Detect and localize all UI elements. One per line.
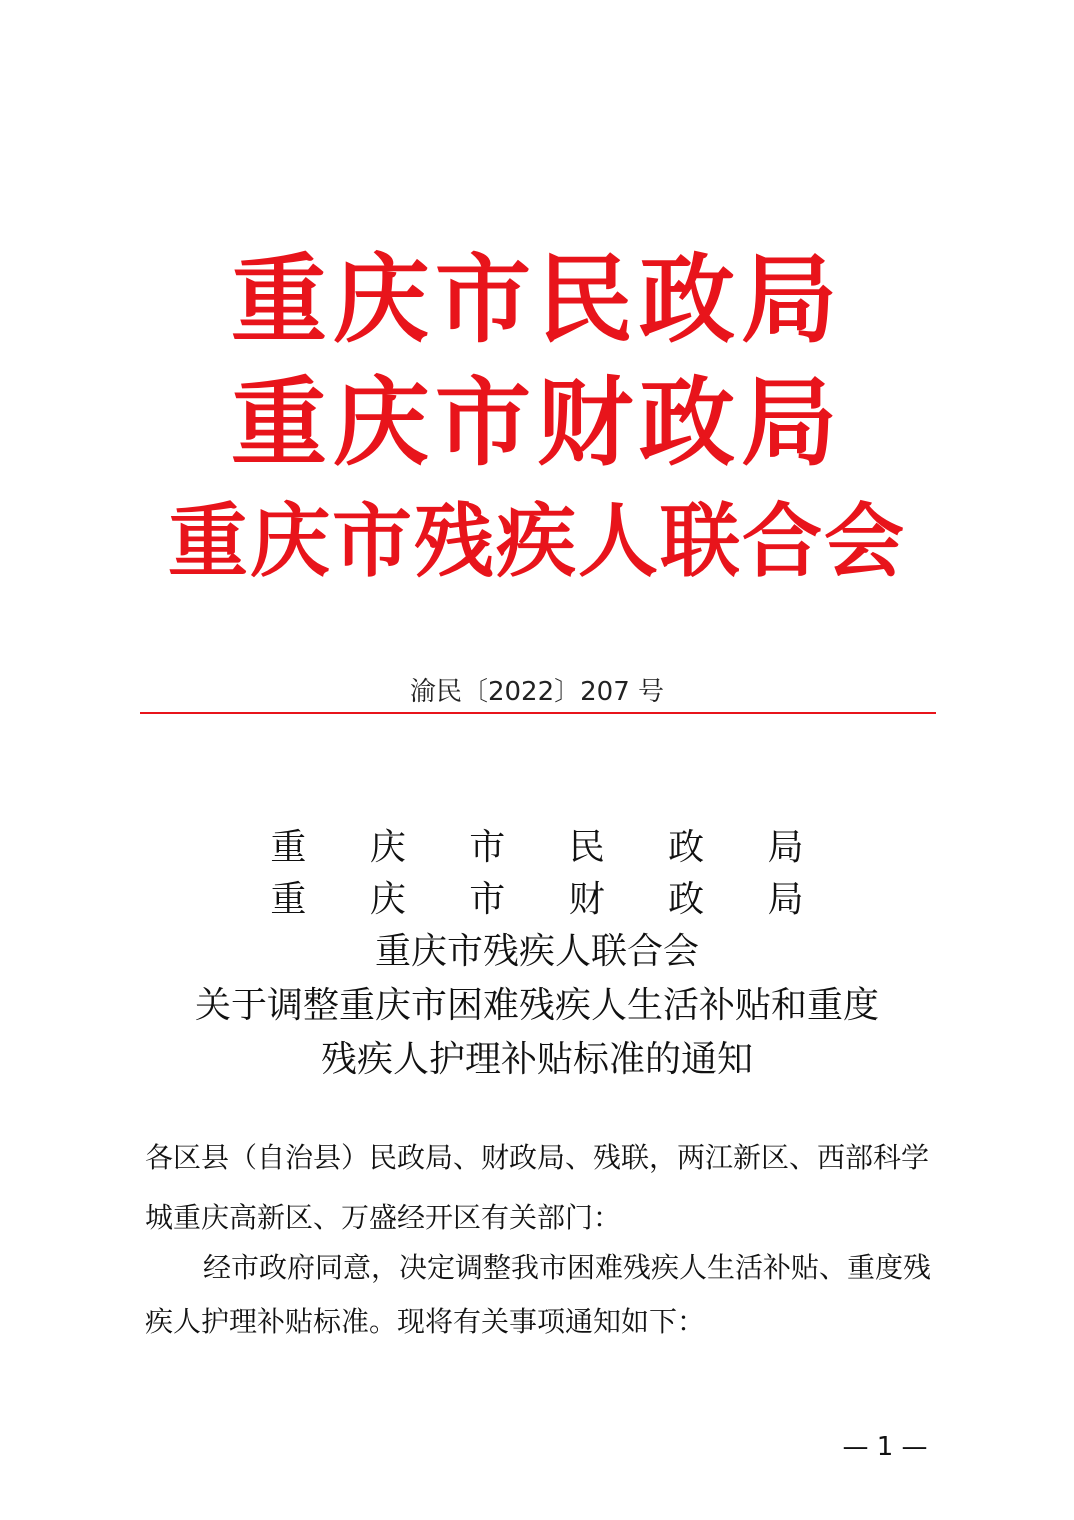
- issuer-name-disabled-federation: 重庆市残疾人联合会: [168, 495, 906, 588]
- red-divider: [140, 712, 936, 714]
- page-number: — 1 —: [842, 1432, 928, 1462]
- title-line-4: 关于调整重庆市困难残疾人生活补贴和重度: [194, 985, 879, 1026]
- addressee-line-2: 城重庆高新区、万盛经开区有关部门：: [145, 1201, 622, 1234]
- title-line-3: 重庆市残疾人联合会: [374, 931, 699, 972]
- addressee-line-1: 各区县（自治县）民政局、财政局、残联，两江新区、西部科学: [145, 1141, 930, 1174]
- title-line-1: 重 庆 市 民 政 局: [270, 827, 830, 868]
- paragraph-line-1: 经市政府同意，决定调整我市困难残疾人生活补贴、重度残: [203, 1251, 932, 1284]
- title-line-5: 残疾人护理补贴标准的通知: [320, 1039, 753, 1080]
- issuer-name-civil-affairs: 重庆市民政局: [231, 244, 843, 356]
- issuer-name-finance: 重庆市财政局: [231, 367, 843, 479]
- paragraph-line-2: 疾人护理补贴标准。现将有关事项通知如下：: [145, 1305, 706, 1338]
- document-number: 渝民〔2022〕207 号: [409, 677, 665, 707]
- title-line-2: 重 庆 市 财 政 局: [270, 879, 830, 920]
